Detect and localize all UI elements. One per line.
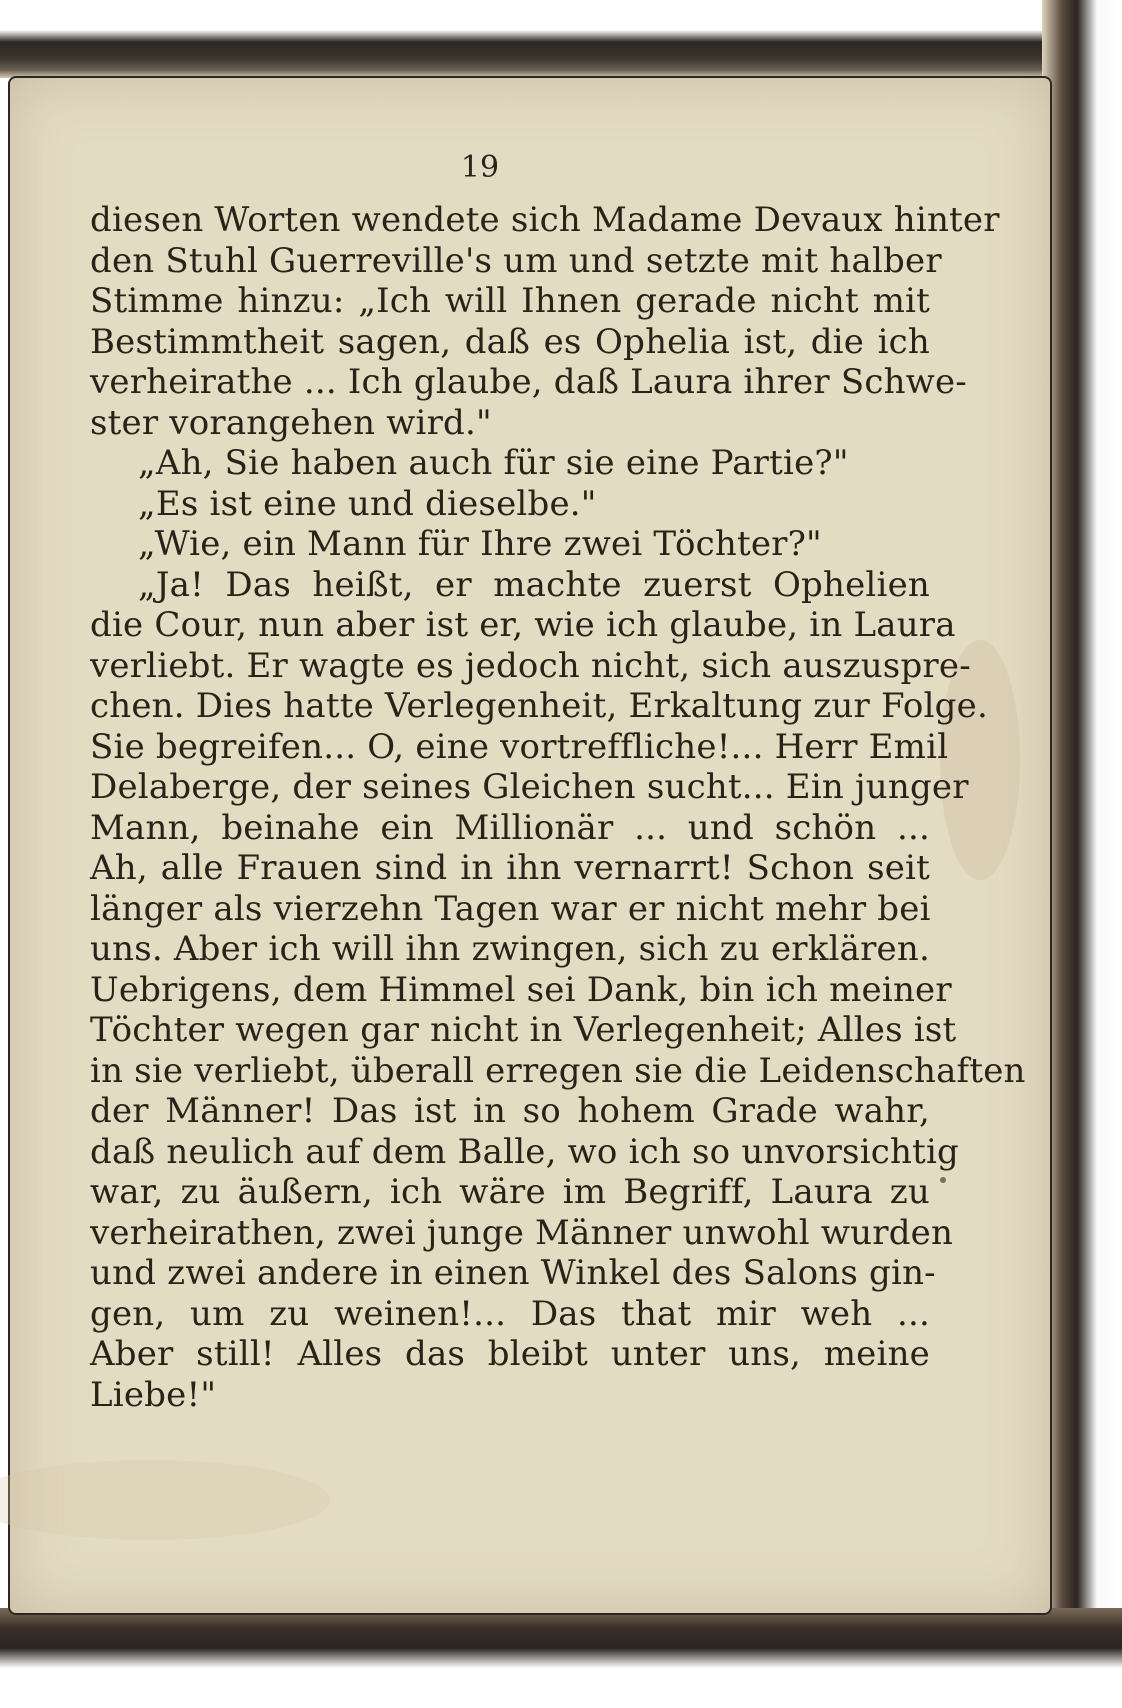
- text-line: diesen Worten wendete sich Madame Devaux hinter: [90, 200, 1000, 240]
- text-line: verheirathe ... Ich glaube, daß Laura ihrer Schwe-: [90, 362, 967, 402]
- text-line: in sie verliebt, überall erregen sie die Leidenschaften: [90, 1050, 1026, 1091]
- text-line: länger als vierzehn Tagen war er nicht mehr bei: [90, 888, 931, 929]
- text-line: den Stuhl Guerreville's um und setzte mit halber: [90, 240, 942, 281]
- text-line: ster vorangehen wird.": [90, 402, 492, 443]
- book-right-edge: [1042, 0, 1122, 1708]
- text-line: „Ja! Das heißt, er machte zuerst Ophelien: [138, 564, 930, 605]
- text-line: gen, um zu weinen!... Das that mir weh ...: [90, 1293, 930, 1334]
- book-bottom-edge: [0, 1608, 1122, 1708]
- text-line: Ah, alle Frauen sind in ihn vernarrt! Schon seit: [90, 848, 930, 888]
- text-line: „Es ist eine und dieselbe.": [138, 483, 597, 524]
- text-line: Delaberge, der seines Gleichen sucht... Ein junger: [90, 767, 969, 807]
- text-line: uns. Aber ich will ihn zwingen, sich zu erklären.: [90, 929, 930, 969]
- text-line: und zwei andere in einen Winkel des Salons gin-: [90, 1253, 936, 1293]
- page-number: 19: [460, 150, 500, 185]
- text-line: Sie begreifen... O, eine vortreffliche!... Herr Emil: [90, 726, 949, 767]
- text-line: Aber still! Alles das bleibt unter uns, meine: [90, 1334, 930, 1374]
- text-line: Töchter wegen gar nicht in Verlegenheit; Alles ist: [90, 1010, 957, 1050]
- text-line: Mann, beinahe ein Millionär ... und schön ...: [90, 807, 930, 848]
- text-line: daß neulich auf dem Balle, wo ich so unvorsichtig: [90, 1131, 960, 1172]
- body-text: [90, 200, 1026, 1415]
- text-line: „Ah, Sie haben auch für sie eine Partie?": [138, 443, 849, 483]
- text-line: chen. Dies hatte Verlegenheit, Erkaltung zur Folge.: [90, 686, 988, 726]
- book-top-edge: [0, 0, 1122, 78]
- text-line: Uebrigens, dem Himmel sei Dank, bin ich meiner: [90, 969, 952, 1010]
- text-line: die Cour, nun aber ist er, wie ich glaube, in Laura: [90, 605, 956, 645]
- text-line: „Wie, ein Mann für Ihre zwei Töchter?": [138, 524, 822, 564]
- text-line: Liebe!": [90, 1374, 217, 1415]
- text-line: Bestimmtheit sagen, daß es Ophelia ist, die ich: [90, 321, 930, 362]
- text-line: der Männer! Das ist in so hohem Grade wahr,: [90, 1091, 930, 1131]
- text-line: verliebt. Er wagte es jedoch nicht, sich auszuspre-: [90, 645, 971, 686]
- text-line: war, zu äußern, ich wäre im Begriff, Laura zu: [90, 1172, 930, 1212]
- text-line: verheirathen, zwei junge Männer unwohl wurden: [90, 1212, 954, 1253]
- text-line: Stimme hinzu: „Ich will Ihnen gerade nicht mit: [90, 281, 930, 321]
